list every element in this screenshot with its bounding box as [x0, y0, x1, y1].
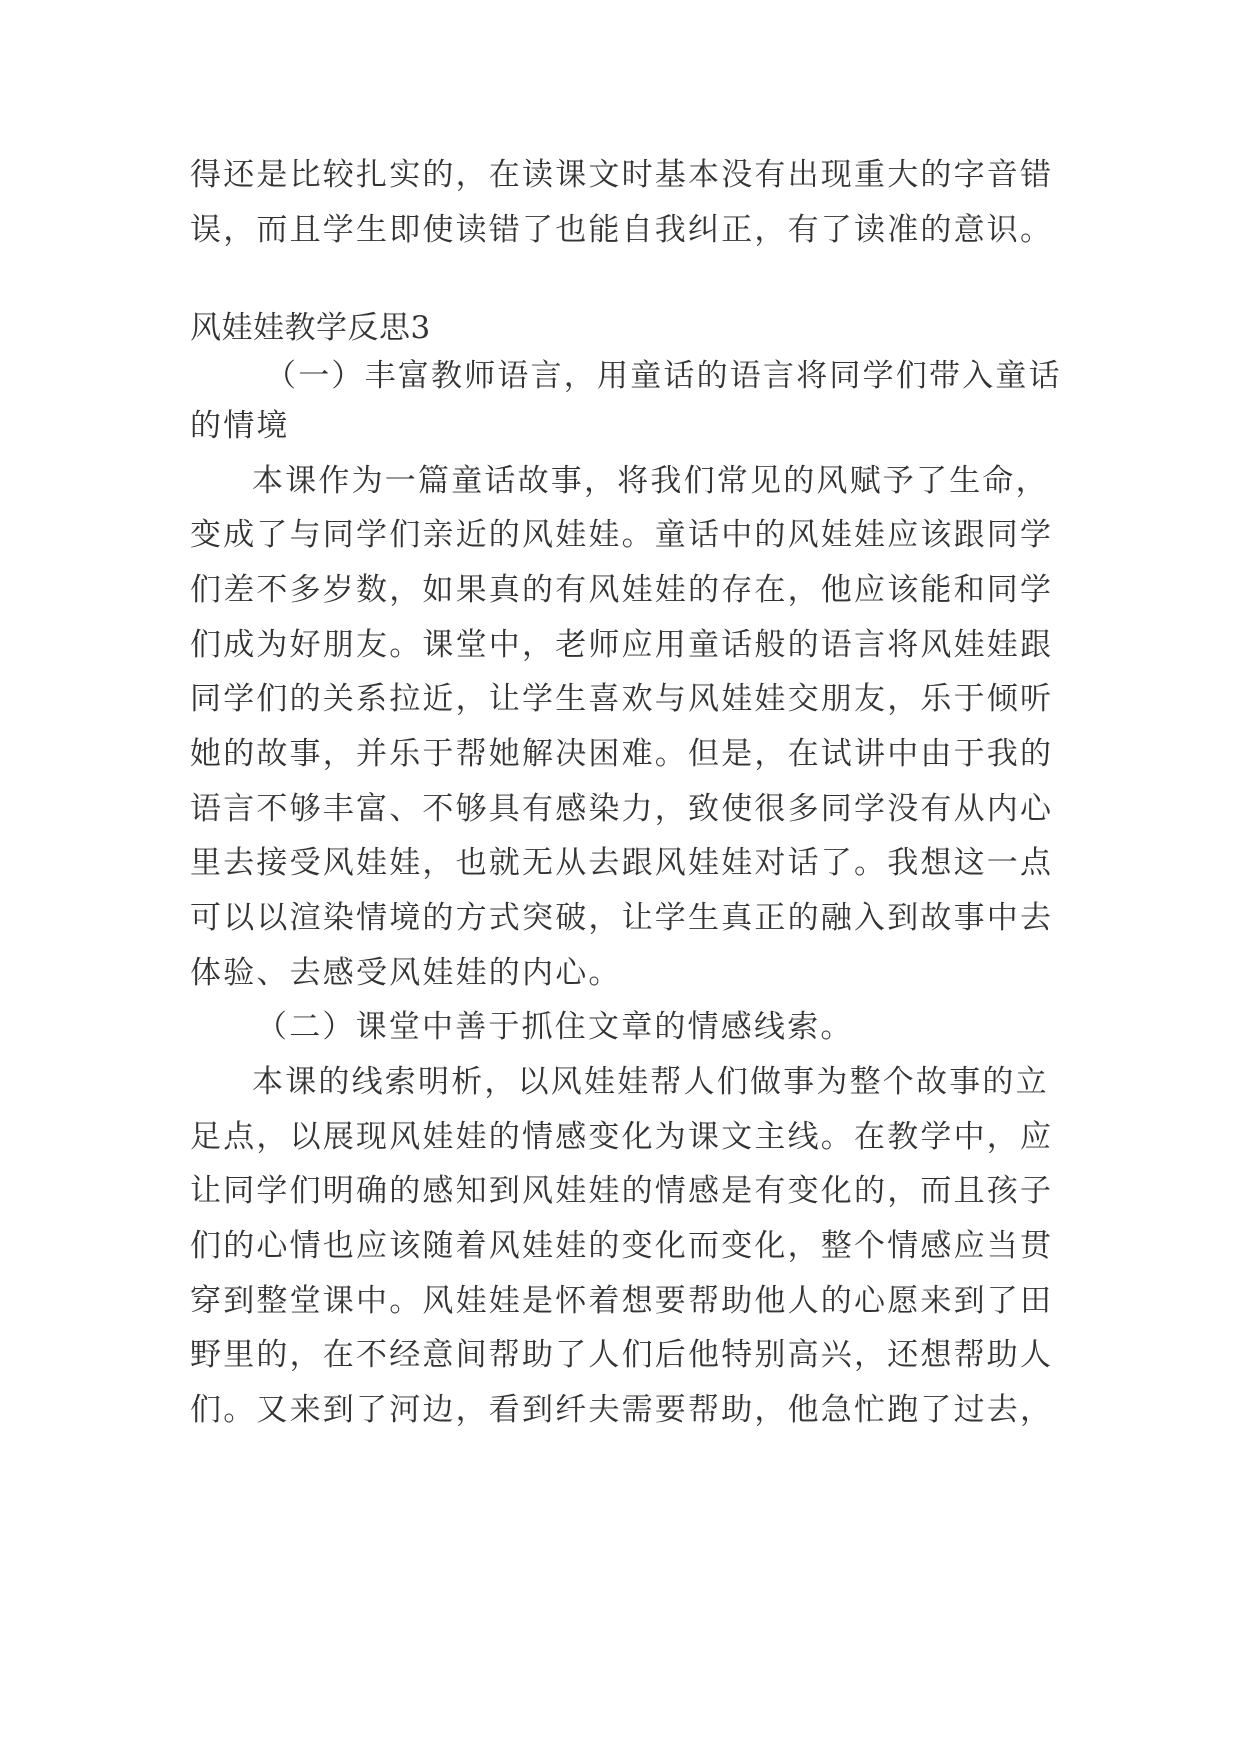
subheading-1-line-2: 的情境 [190, 408, 290, 444]
paragraph-2-line-5: 穿到整堂课中。风娃娃是怀着想要帮助他人的心愿来到了田 [190, 1283, 1054, 1319]
paragraph-1-line-10: 体验、去感受风娃娃的内心。 [190, 955, 622, 991]
paragraph-2-line-7: 们。又来到了河边，看到纤夫需要帮助，他急忙跑了过去， [190, 1392, 1054, 1428]
paragraph-1-line-3: 们差不多岁数，如果真的有风娃娃的存在，他应该能和同学 [190, 572, 1054, 608]
subheading-1-line-1: （一）丰富教师语言，用童话的语言将同学们带入童话 [265, 358, 1062, 394]
paragraph-2-line-1: 本课的线索明析，以风娃娃帮人们做事为整个故事的立 [252, 1064, 1049, 1100]
paragraph-1-line-6: 她的故事，并乐于帮她解决困难。但是，在试讲中由于我的 [190, 736, 1054, 772]
continuation-line-2: 误，而且学生即使读错了也能自我纠正，有了读准的意识。 [190, 212, 1054, 248]
paragraph-1-line-7: 语言不够丰富、不够具有感染力，致使很多同学没有从内心 [190, 791, 1054, 827]
subheading-2: （二）课堂中善于抓住文章的情感线索。 [256, 1009, 854, 1045]
paragraph-2-line-6: 野里的，在不经意间帮助了人们后他特别高兴，还想帮助人 [190, 1337, 1054, 1373]
paragraph-2-line-3: 让同学们明确的感知到风娃娃的情感是有变化的，而且孩子 [190, 1173, 1054, 1209]
paragraph-2-line-2: 足点，以展现风娃娃的情感变化为课文主线。在教学中，应 [190, 1119, 1054, 1155]
paragraph-1-line-8: 里去接受风娃娃，也就无从去跟风娃娃对话了。我想这一点 [190, 845, 1054, 881]
continuation-line-1: 得还是比较扎实的，在读课文时基本没有出现重大的字音错 [190, 157, 1054, 193]
paragraph-1-line-1: 本课作为一篇童话故事，将我们常见的风赋予了生命， [252, 463, 1049, 499]
paragraph-1-line-4: 们成为好朋友。课堂中，老师应用童话般的语言将风娃娃跟 [190, 627, 1054, 663]
paragraph-1-line-2: 变成了与同学们亲近的风娃娃。童话中的风娃娃应该跟同学 [190, 517, 1054, 553]
section-title: 风娃娃教学反思3 [190, 310, 431, 346]
paragraph-1-line-9: 可以以渲染情境的方式突破，让学生真正的融入到故事中去 [190, 900, 1054, 936]
paragraph-1-line-5: 同学们的关系拉近，让学生喜欢与风娃娃交朋友，乐于倾听 [190, 681, 1054, 717]
paragraph-2-line-4: 们的心情也应该随着风娃娃的变化而变化，整个情感应当贯 [190, 1228, 1054, 1264]
